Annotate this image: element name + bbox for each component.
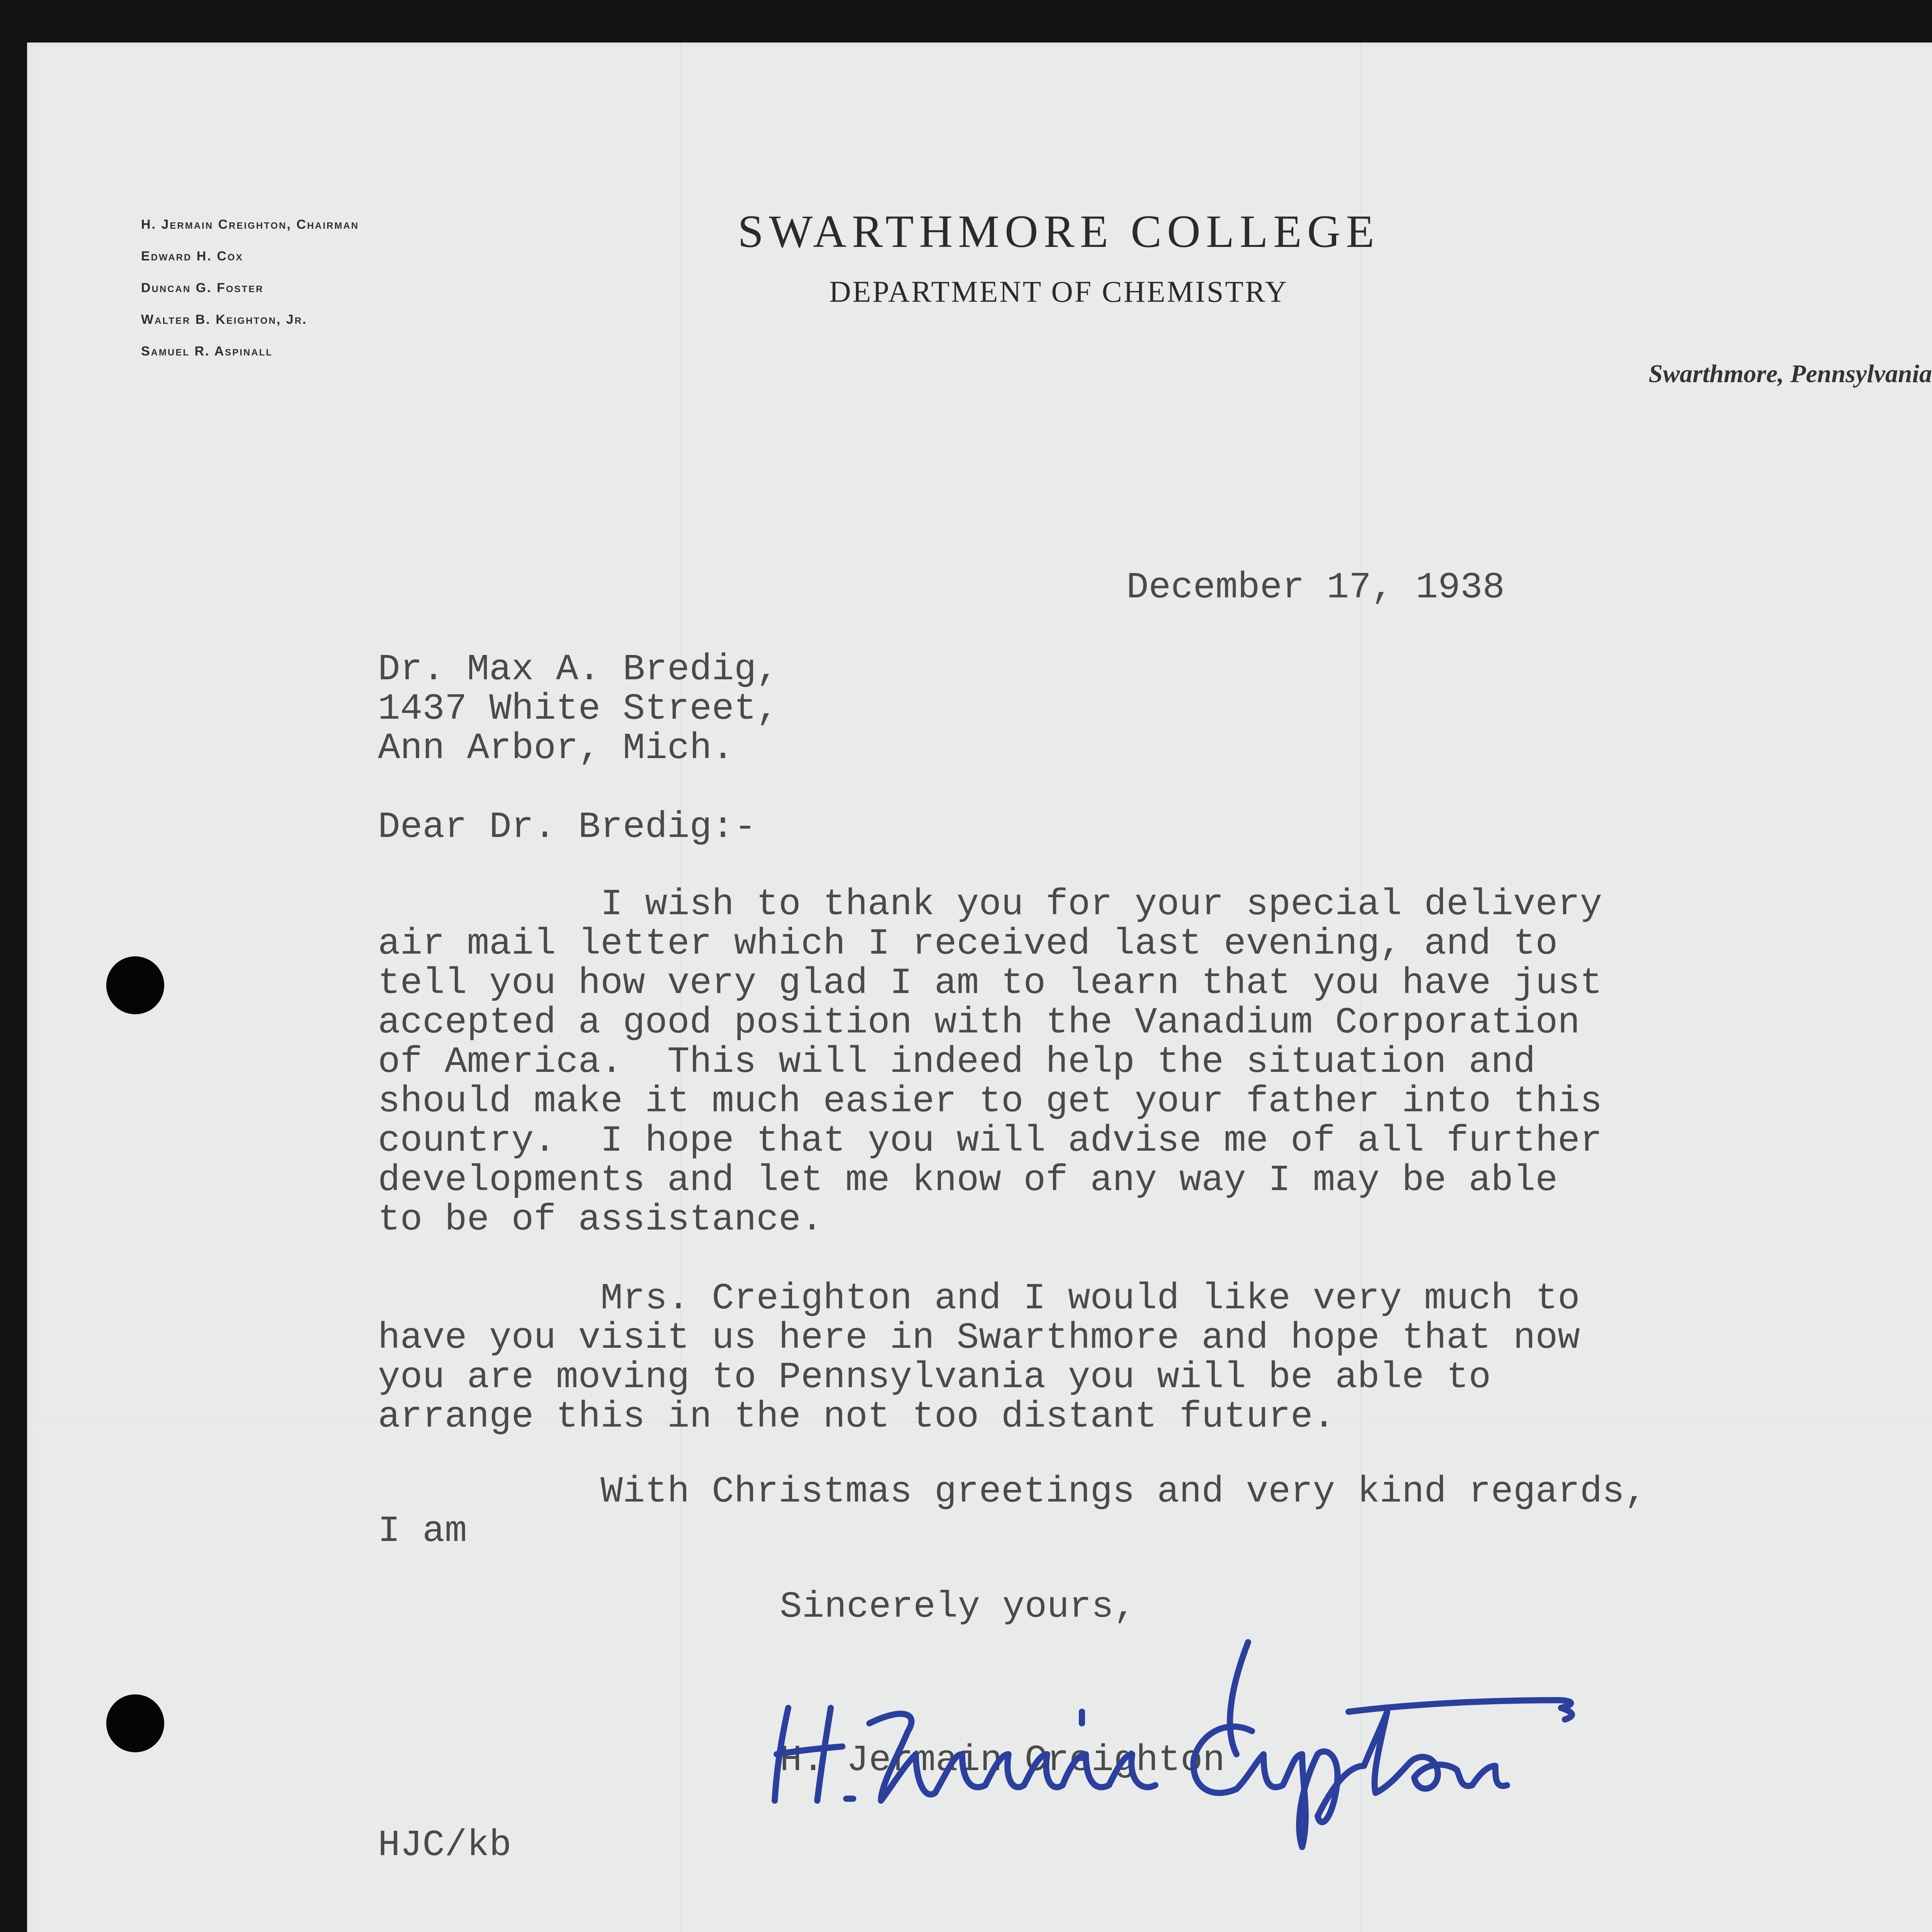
college-name: SWARTHMORE COLLEGE <box>738 206 1380 257</box>
letterhead-staff-list <box>141 209 359 367</box>
body-line: tell you how very glad I am to learn that you have just <box>378 962 1602 1004</box>
body-paragraph-3 <box>378 1472 1647 1551</box>
body-line: have you visit us here in Swarthmore and hope that now <box>378 1317 1580 1359</box>
staff-name: H. Jermain Creighton, Chairman <box>141 217 359 232</box>
staff-name: Walter B. Keighton, Jr. <box>141 312 308 327</box>
staff-name: Samuel R. Aspinall <box>141 344 273 359</box>
address-line: Dr. Max A. Bredig, <box>378 648 779 690</box>
body-line: you are moving to Pennsylvania you will be able to <box>378 1356 1491 1398</box>
body-line: accepted a good position with the Vanadium Corporation <box>378 1002 1580 1044</box>
staff-name: Duncan G. Foster <box>141 281 264 295</box>
body-line: air mail letter which I received last evening, and to <box>378 923 1558 965</box>
body-line: arrange this in the not too distant future. <box>378 1396 1335 1438</box>
reference-initials: HJC/kb <box>378 1824 512 1866</box>
body-line: country. I hope that you will advise me of all further <box>378 1120 1602 1162</box>
department-name: DEPARTMENT OF CHEMISTRY <box>829 275 1289 308</box>
address-line: Ann Arbor, Mich. <box>378 727 734 769</box>
body-line: of America. This will indeed help the situation and <box>378 1041 1536 1083</box>
punch-hole-top <box>106 956 164 1014</box>
handwritten-signature <box>753 1584 1689 1855</box>
typed-signer-name: H. Jermain Creighton <box>780 1739 1225 1781</box>
letter-date: December 17, 1938 <box>1126 566 1505 609</box>
body-line: developments and let me know of any way I may be able <box>378 1159 1558 1201</box>
punch-hole-bottom <box>106 1694 164 1752</box>
complimentary-close: Sincerely yours, <box>780 1586 1136 1628</box>
body-paragraph-1 <box>378 885 1602 1240</box>
staff-name: Edward H. Cox <box>141 249 243 264</box>
body-line: With Christmas greetings and very kind regards, <box>378 1471 1647 1513</box>
letter-page <box>27 43 1932 1932</box>
recipient-address <box>378 650 779 768</box>
body-line: I wish to thank you for your special delivery <box>378 883 1602 925</box>
body-line: I am <box>378 1510 467 1552</box>
body-line: Mrs. Creighton and I would like very much to <box>378 1277 1580 1320</box>
body-paragraph-2 <box>378 1279 1580 1437</box>
letterhead-location: Swarthmore, Pennsylvania <box>1648 360 1932 388</box>
salutation: Dear Dr. Bredig:- <box>378 806 757 848</box>
body-line: to be of assistance. <box>378 1199 823 1241</box>
address-line: 1437 White Street, <box>378 688 779 730</box>
body-line: should make it much easier to get your father into this <box>378 1080 1602 1122</box>
